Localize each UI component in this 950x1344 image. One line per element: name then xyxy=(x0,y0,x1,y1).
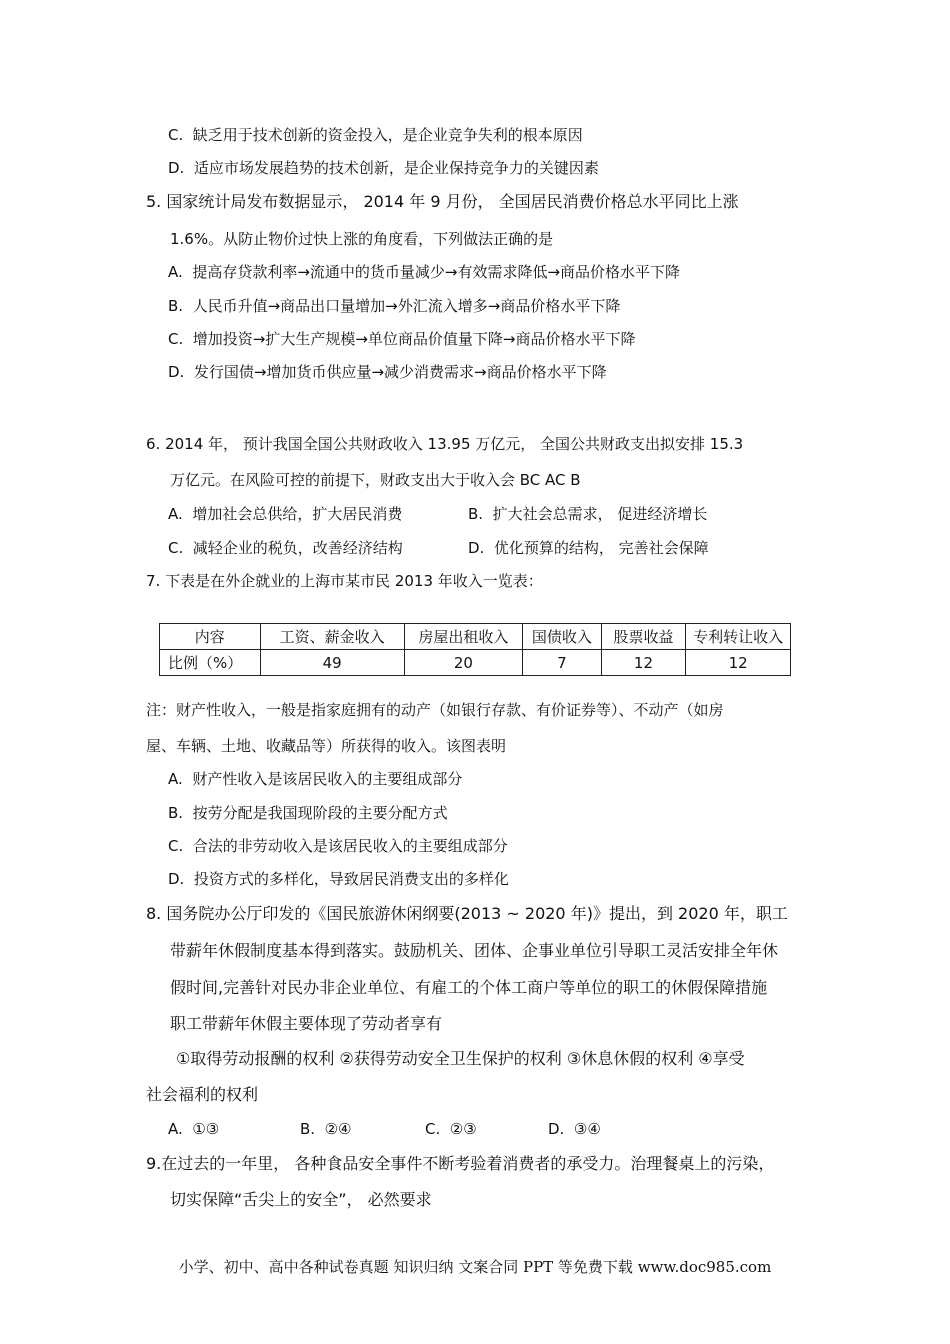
option-label: A. xyxy=(168,770,183,788)
option-text: 合法的非劳动收入是该居民收入的主要组成部分 xyxy=(192,837,508,855)
q4-option-c xyxy=(168,125,583,145)
option-label: A. xyxy=(168,263,183,281)
option-label: B. xyxy=(168,297,184,315)
option-text: 适应市场发展趋势的技术创新，是企业保持竞争力的关键因素 xyxy=(193,159,599,177)
q9-stem-line-2: 切实保障“舌尖上的安全”， 必然要求 xyxy=(170,1190,432,1209)
q6-stem-line-1: 6. 2014 年， 预计我国全国公共财政收入 13.95 万亿元， 全国公共财政支出拟安排 15.3 xyxy=(146,435,744,453)
option-text: ③④ xyxy=(573,1120,601,1138)
table-header-row xyxy=(160,624,791,650)
option-label: D. xyxy=(168,159,185,177)
q5-option-a xyxy=(168,262,680,282)
table-header: 房屋出租收入 xyxy=(404,624,522,650)
option-text: 减轻企业的税负，改善经济结构 xyxy=(192,539,403,557)
option-text: 优化预算的结构， 完善社会保障 xyxy=(493,539,709,557)
option-label: D. xyxy=(168,870,185,888)
table-cell: 12 xyxy=(601,650,685,676)
option-label: B. xyxy=(300,1120,316,1138)
q8-option-d xyxy=(548,1119,601,1139)
option-text: 财产性收入是该居民收入的主要组成部分 xyxy=(192,770,463,788)
table-header: 工资、薪金收入 xyxy=(260,624,404,650)
table-cell: 20 xyxy=(404,650,522,676)
q8-option-b xyxy=(300,1119,352,1139)
option-label: C. xyxy=(425,1120,441,1138)
q6-option-c xyxy=(168,538,403,558)
q7-option-b xyxy=(168,803,448,823)
q6-option-a xyxy=(168,504,402,524)
q4-option-d xyxy=(168,158,599,178)
option-text: ②③ xyxy=(449,1120,477,1138)
income-table xyxy=(159,623,791,676)
option-text: ②④ xyxy=(324,1120,352,1138)
option-label: A. xyxy=(168,505,183,523)
page-footer: 小学、初中、高中各种试卷真题 知识归纳 文案合同 PPT 等免费下载 www.doc985.com xyxy=(178,1258,772,1276)
option-text: 增加社会总供给，扩大居民消费 xyxy=(192,505,403,523)
option-text: 按劳分配是我国现阶段的主要分配方式 xyxy=(192,804,448,822)
option-label: B. xyxy=(468,505,484,523)
q6-stem-line-2: 万亿元。在风险可控的前提下，财政支出大于收入会 BC AC B xyxy=(170,471,581,489)
q8-stem-line-1: 8. 国务院办公厅印发的《国民旅游休闲纲要(2013 ~ 2020 年)》提出，到 2020 年，职工 xyxy=(146,904,788,923)
table-cell: 12 xyxy=(686,650,791,676)
q8-stem-line-4: 职工带薪年休假主要体现了劳动者享有 xyxy=(170,1014,443,1033)
table-header: 国债收入 xyxy=(523,624,602,650)
option-text: 提高存贷款利率→流通中的货币量减少→有效需求降低→商品价格水平下降 xyxy=(192,263,681,281)
option-label: B. xyxy=(168,804,184,822)
option-text: ①③ xyxy=(192,1120,220,1138)
q6-option-b xyxy=(468,504,707,524)
option-text: 发行国债→增加货币供应量→减少消费需求→商品价格水平下降 xyxy=(193,363,607,381)
table-cell: 比例（%） xyxy=(160,650,261,676)
option-label: C. xyxy=(168,837,184,855)
q5-option-c xyxy=(168,329,636,349)
option-text: 人民币升值→商品出口量增加→外汇流入增多→商品价格水平下降 xyxy=(192,297,621,315)
table-header: 内容 xyxy=(160,624,261,650)
table-row xyxy=(160,650,791,676)
q8-option-a xyxy=(168,1119,219,1139)
option-label: D. xyxy=(468,539,485,557)
q5-stem-line-2: 1.6%。从防止物价过快上涨的角度看，下列做法正确的是 xyxy=(170,230,554,248)
q8-stem-line-2: 带薪年休假制度基本得到落实。鼓励机关、团体、企事业单位引导职工灵活安排全年休 xyxy=(170,941,779,960)
q7-note-line-1: 注：财产性收入，一般是指家庭拥有的动产（如银行存款、有价证券等）、不动产（如房 xyxy=(146,701,724,719)
table-cell: 49 xyxy=(260,650,404,676)
option-label: C. xyxy=(168,330,184,348)
q7-option-d xyxy=(168,869,509,889)
option-text: 投资方式的多样化，导致居民消费支出的多样化 xyxy=(193,870,509,888)
table-header: 股票收益 xyxy=(601,624,685,650)
q8-items-line-2: 社会福利的权利 xyxy=(146,1085,259,1104)
q7-option-a xyxy=(168,769,462,789)
q8-stem-line-3: 假时间,完善针对民办非企业单位、有雇工的个体工商户等单位的职工的休假保障措施 xyxy=(170,978,768,997)
option-label: D. xyxy=(168,363,185,381)
q7-stem: 7. 下表是在外企就业的上海市某市民 2013 年收入一览表： xyxy=(146,572,543,590)
q5-stem-line-1: 5. 国家统计局发布数据显示， 2014 年 9 月份， 全国居民消费价格总水平同比上涨 xyxy=(146,192,739,211)
option-text: 扩大社会总需求， 促进经济增长 xyxy=(492,505,708,523)
q7-note-line-2: 屋、车辆、土地、收藏品等）所获得的收入。该图表明 xyxy=(146,737,507,755)
q8-items-line-1: ①取得劳动报酬的权利 ②获得劳动安全卫生保护的权利 ③休息休假的权利 ④享受 xyxy=(176,1049,745,1068)
q5-option-b xyxy=(168,296,620,316)
option-label: C. xyxy=(168,126,184,144)
option-text: 增加投资→扩大生产规模→单位商品价值量下降→商品价格水平下降 xyxy=(192,330,636,348)
option-text: 缺乏用于技术创新的资金投入，是企业竞争失利的根本原因 xyxy=(192,126,583,144)
q9-stem-line-1: 9.在过去的一年里， 各种食品安全事件不断考验着消费者的承受力。治理餐桌上的污染， xyxy=(146,1154,775,1173)
q7-option-c xyxy=(168,836,508,856)
table-cell: 7 xyxy=(523,650,602,676)
q8-option-c xyxy=(425,1119,477,1139)
option-label: A. xyxy=(168,1120,183,1138)
option-label: C. xyxy=(168,539,184,557)
q5-option-d xyxy=(168,362,607,382)
option-label: D. xyxy=(548,1120,565,1138)
q6-option-d xyxy=(468,538,709,558)
table-header: 专利转让收入 xyxy=(686,624,791,650)
